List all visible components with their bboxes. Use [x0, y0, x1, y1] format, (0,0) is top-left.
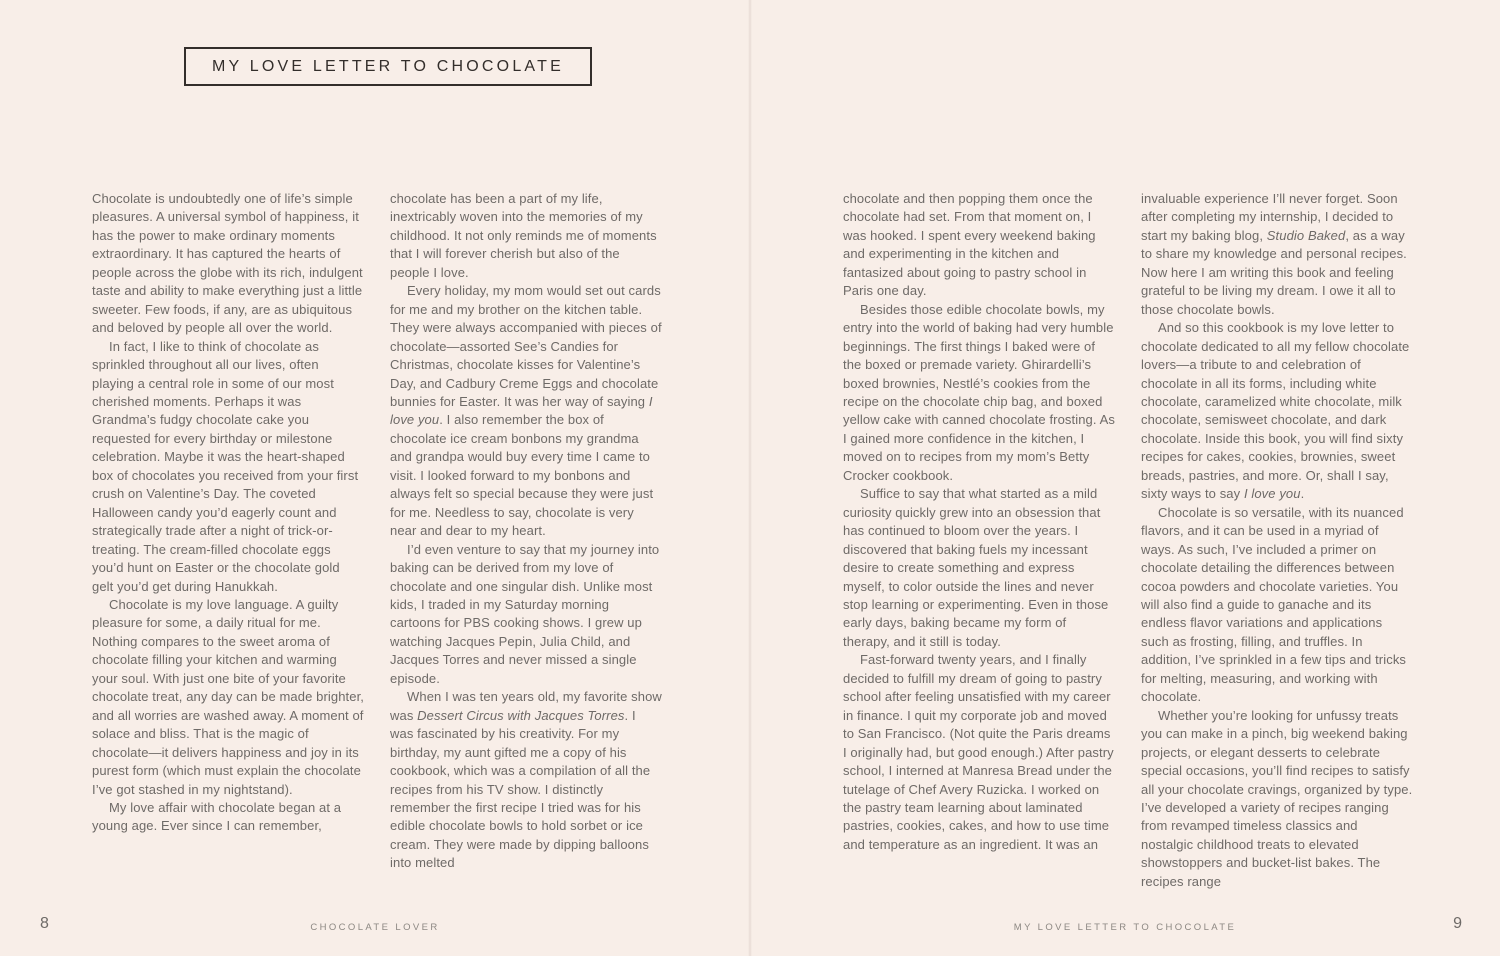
text-run: Chocolate is so versatile, with its nuanced flavors, and it can be used in a myriad of ways. As such, I’ve included a primer on chocolate detailing the differences between cocoa powders and chocolate varieties. You will also find a guide to ganache and its endless flavor variations and applications such as frosting, filling, and truffles. In addition, I’ve sprinkled in a few tips and tricks for melting, measuring, and working with chocolate. [1141, 504, 1407, 705]
text-run: , as a way to share my knowledge and personal recipes. Now here I am writing this book and feeling grateful to be living my dream. I owe it all to those chocolate bowls. [1141, 227, 1407, 317]
page-number-left: 8 [40, 915, 49, 932]
running-footer-left: CHOCOLATE LOVER [310, 922, 440, 933]
paragraph [1141, 319, 1413, 504]
text-run: chocolate and then popping them once the chocolate had set. From that moment on, I was hooked. I spent every weekend baking and experimenting in the kitchen and fantasized about going to pastry school in Paris one day. [843, 191, 1096, 299]
italic-text-run: Studio Baked [1266, 227, 1346, 243]
running-footer-right: MY LOVE LETTER TO CHOCOLATE [1013, 922, 1237, 933]
text-run: . I also remember the box of chocolate ice cream bonbons my grandma and grandpa would buy every time I came to visit. I looked forward to my bonbons and always felt so special because they were just for me. Needless to say, chocolate is very near and dear to my heart. [390, 412, 654, 539]
text-column-4 [1141, 190, 1413, 891]
text-run: invaluable experience I’ll never forget. Soon after completing my internship, I decided to start my baking blog, [1141, 191, 1398, 243]
text-run: chocolate has been a part of my life, inextricably woven into the memories of my childhood. It not only reminds me of moments that I will forever cherish but also of the people I love. [390, 191, 657, 280]
paragraph [390, 688, 662, 873]
paragraph [92, 190, 364, 338]
paragraph [843, 190, 1115, 301]
paragraph [92, 799, 364, 836]
text-column-2 [390, 190, 662, 873]
text-run: Every holiday, my mom would set out cards for me and my brother on the kitchen table. They were always accompanied with pieces of chocolate—assorted See’s Candies for Christmas, chocolate kisses for Valentine’s Day, and Cadbury Creme Eggs and chocolate bunnies for Easter. It was her way of saying [390, 283, 662, 409]
text-run: I’d even venture to say that my journey into baking can be derived from my love of chocolate and one singular dish. Unlike most kids, I traded in my Saturday morning cartoons for PBS cooking shows. I grew up watching Jacques Pepin, Julia Child, and Jacques Torres and never missed a single episode. [390, 541, 660, 686]
page-gutter-divider [748, 0, 752, 956]
paragraph [390, 541, 662, 689]
paragraph [390, 190, 662, 282]
italic-text-run: I love you [390, 393, 653, 428]
paragraph [843, 485, 1115, 651]
paragraph [843, 301, 1115, 486]
paragraph [92, 596, 364, 799]
text-run: Whether you’re looking for unfussy treats you can make in a pinch, big weekend baking projects, or elegant desserts to celebrate special occasions, you’ll find recipes to satisfy all your chocolate cravings, organized by type. I’ve developed a variety of recipes ranging from revamped timeless classics and nostalgic childhood treats to elevated showstoppers and bucket-list bakes. The recipes range [1141, 707, 1413, 889]
paragraph [843, 651, 1115, 854]
chapter-title: MY LOVE LETTER TO CHOCOLATE [184, 47, 592, 86]
text-run: My love affair with chocolate began at a young age. Ever since I can remember, [92, 799, 342, 834]
paragraph [1141, 190, 1413, 319]
paragraph [390, 282, 662, 540]
text-run: Chocolate is my love language. A guilty pleasure for some, a daily ritual for me. Nothing compares to the sweet aroma of chocolate filling your kitchen and warming your soul. With just one bite of your favorite chocolate treat, any day can be made brighter, and all worries are washed away. A moment of solace and bliss. That is the magic of chocolate—it delivers happiness and joy in its purest form (which must explain the chocolate I’ve got stashed in my nightstand). [92, 596, 364, 797]
text-run: Chocolate is undoubtedly one of life’s simple pleasures. A universal symbol of happiness, it has the power to make ordinary moments extraordinary. It has captured the hearts of people across the globe with its rich, indulgent taste and ability to make everything just a little sweeter. Few foods, if any, are as ubiquitous and beloved by people all over the world. [92, 191, 363, 336]
paragraph [1141, 504, 1413, 707]
text-run: When I was ten years old, my favorite show was [390, 689, 662, 723]
text-run: And so this cookbook is my love letter to chocolate dedicated to all my fellow chocolate lovers—a tribute to and celebration of chocolate in all its forms, including white chocolate, caramelized white chocolate, milk chocolate, semisweet chocolate, and dark chocolate. Inside this book, you will find sixty recipes for cakes, cookies, brownies, sweet breads, pastries, and more. Or, shall I say, sixty ways to say [1141, 320, 1410, 502]
text-run: Suffice to say that what started as a mild curiosity quickly grew into an obsession that has continued to bloom over the years. I discovered that baking fuels my incessant desire to create something and express myself, to color outside the lines and never stop learning or experimenting. Even in those early days, baking became my form of therapy, and it still is today. [843, 486, 1109, 649]
page-number-right: 9 [1453, 915, 1462, 932]
text-column-3 [843, 190, 1115, 854]
text-run: Besides those edible chocolate bowls, my entry into the world of baking had very humble beginnings. The first things I baked were of the boxed or premade variety. Ghirardelli’s boxed brownies, Nestlé’s cookies from the recipe on the chocolate chip bag, and boxed yellow cake with canned chocolate frosting. As I gained more confidence in the kitchen, I moved on to recipes from my mom’s Betty Crocker cookbook. [843, 301, 1115, 483]
text-run: Fast-forward twenty years, and I finally decided to fulfill my dream of going to pastry school after feeling unsatisfied with my career in finance. I quit my corporate job and moved to San Francisco. (Not quite the Paris dreams I originally had, but good enough.) After pastry school, I interned at Manresa Bread under the tutelage of Chef Avery Ruzicka. I worked on the pastry team learning about laminated pastries, cookies, cakes, and how to use time and temperature as an ingredient. It was an [843, 652, 1114, 852]
italic-text-run: I love you [1243, 486, 1301, 502]
paragraph [92, 338, 364, 596]
text-run: . I was fascinated by his creativity. For my birthday, my aunt gifted me a copy of his cookbook, which was a compilation of all the recipes from his TV show. I distinctly remember the first recipe I tried was for his edible chocolate bowls to hold sorbet or ice cream. They were made by dipping balloons into melted [390, 707, 651, 871]
text-run: . [1300, 486, 1305, 502]
text-column-1 [92, 190, 364, 836]
paragraph [1141, 707, 1413, 892]
text-run: In fact, I like to think of chocolate as sprinkled throughout all our lives, often playing a central role in some of our most cherished moments. Perhaps it was Grandma’s fudgy chocolate cake you requested for every birthday or milestone celebration. Maybe it was the heart-shaped box of chocolates you received from your first crush on Valentine’s Day. The coveted Halloween candy you’d eagerly count and strategically trade after a night of trick-or-treating. The cream-filled chocolate eggs you’d hunt on Easter or the chocolate gold gelt you’d get during Hanukkah. [92, 338, 359, 594]
italic-text-run: Dessert Circus with Jacques Torres [417, 707, 625, 723]
